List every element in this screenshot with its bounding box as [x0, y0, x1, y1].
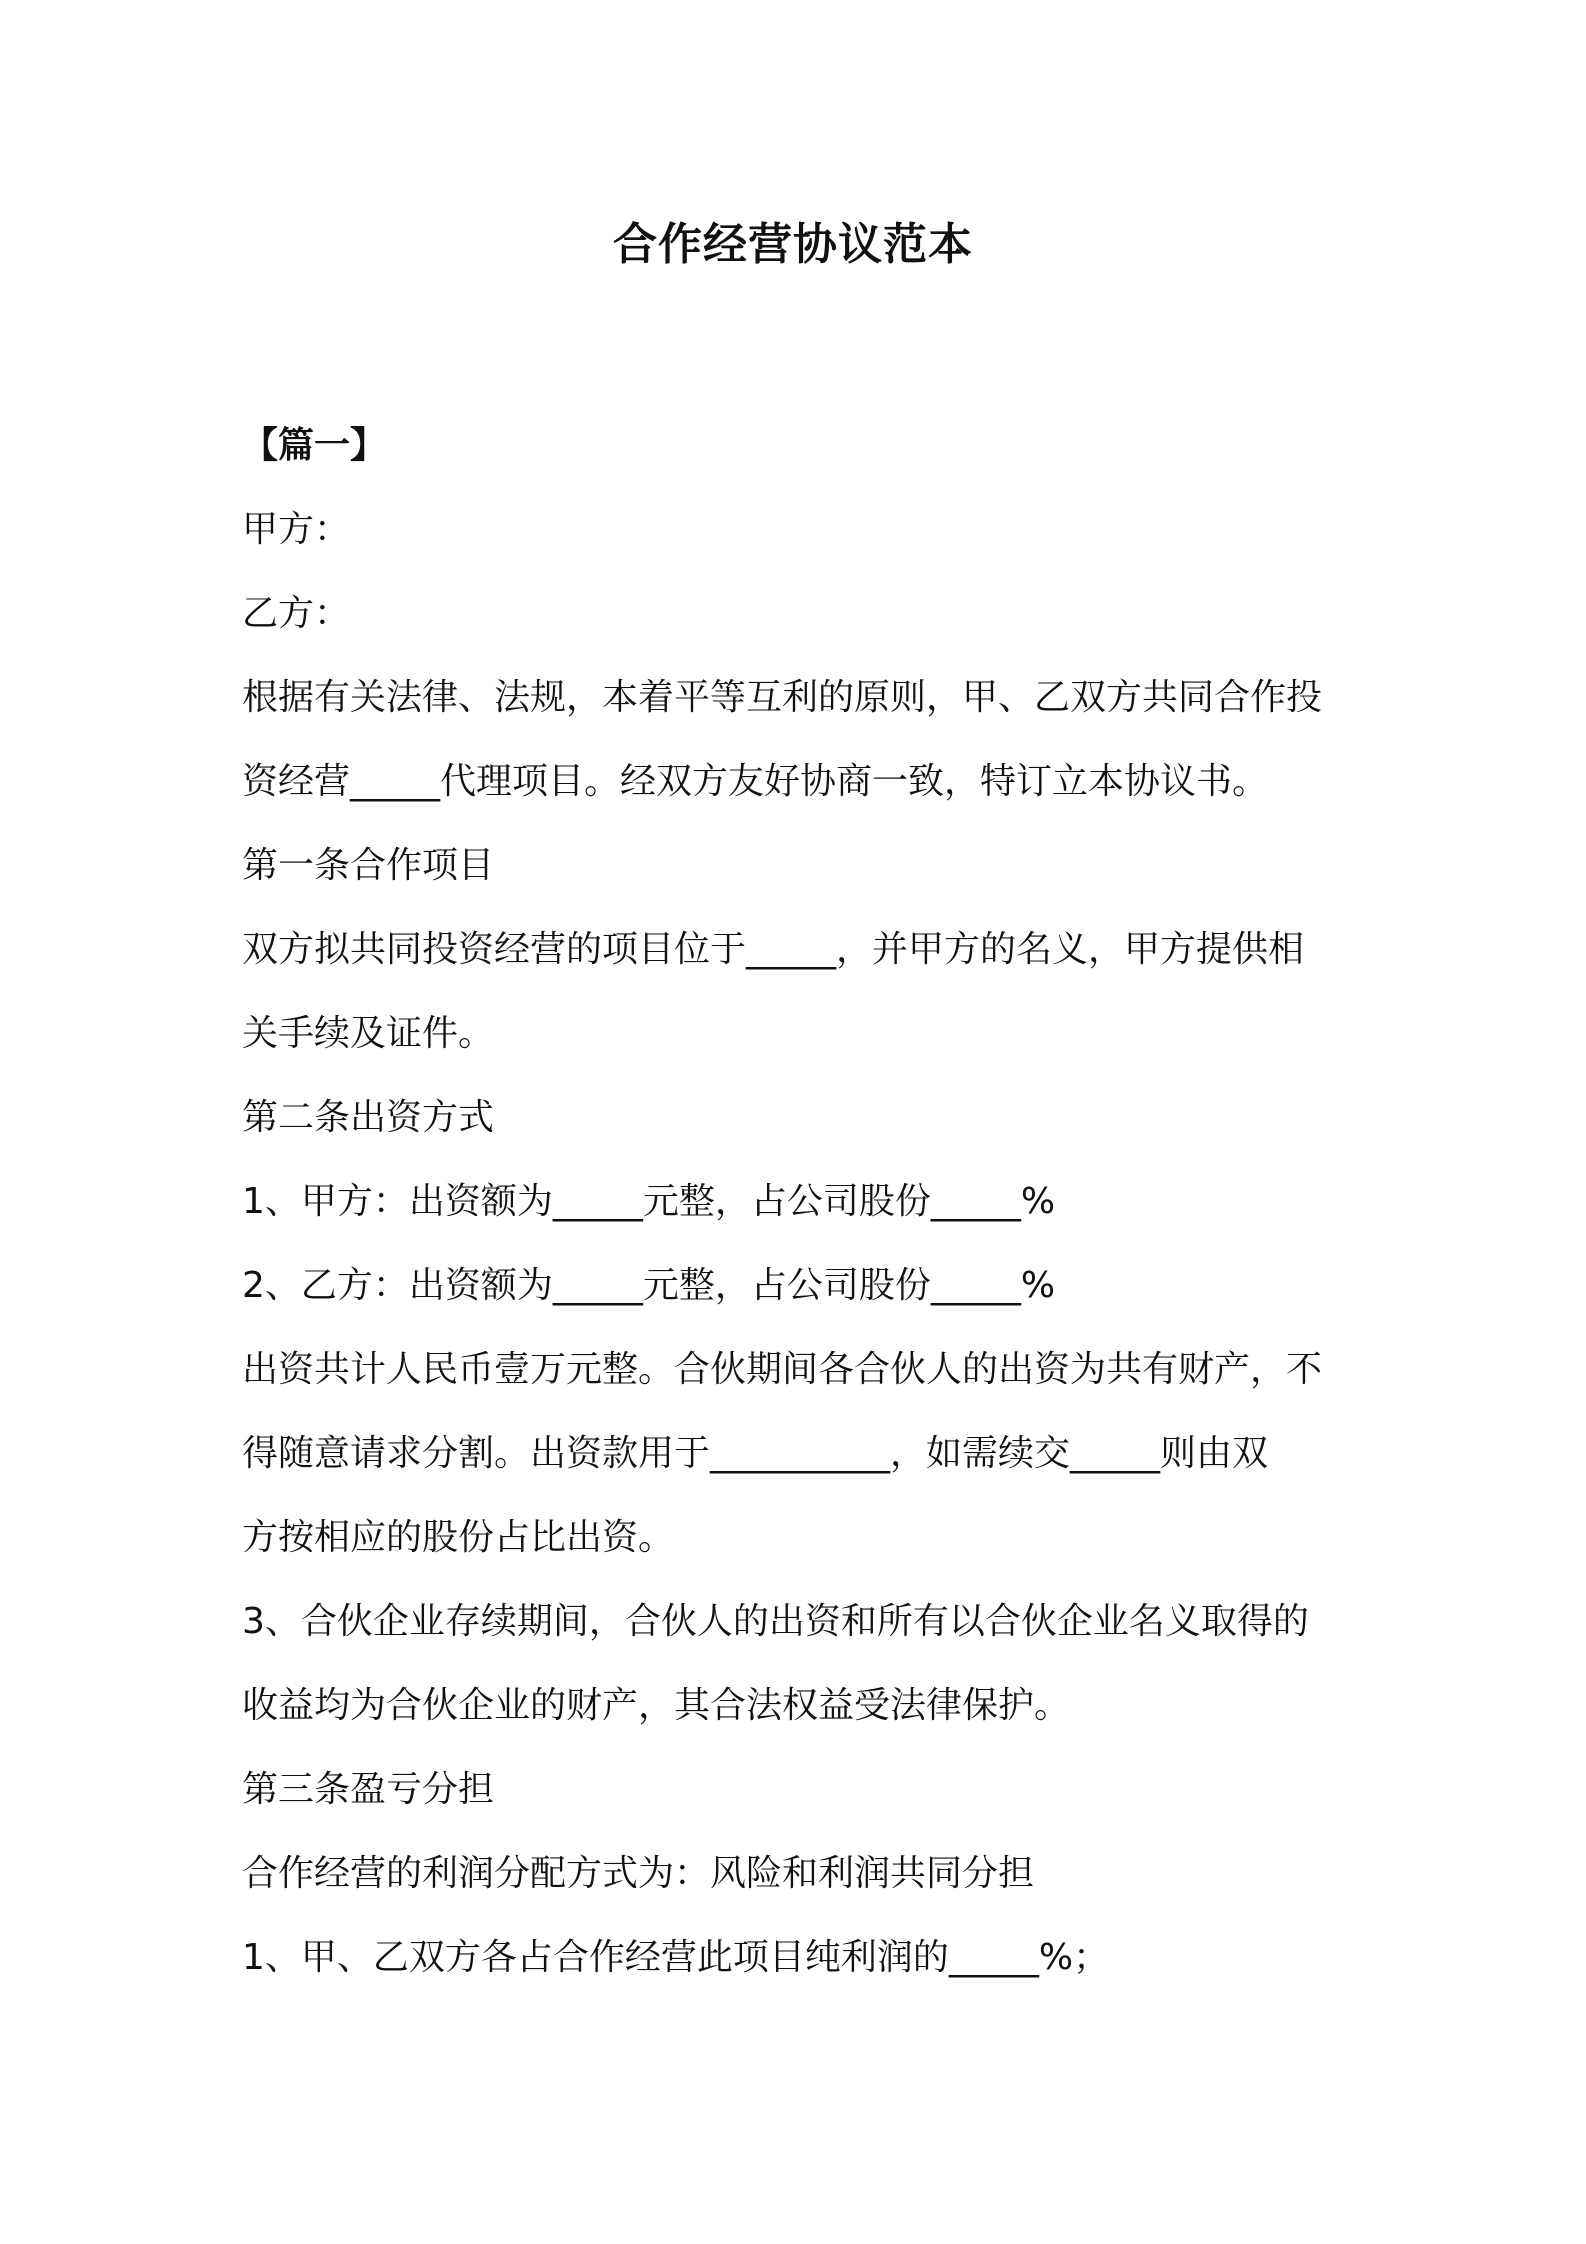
body-line: 方按相应的股份占比出资。 — [242, 1517, 675, 1558]
document-body — [242, 404, 1362, 2000]
body-line: 合作经营的利润分配方式为：风险和利润共同分担 — [242, 1853, 1035, 1894]
body-line: 资经营_____代理项目。经双方友好协商一致，特订立本协议书。 — [242, 761, 1269, 802]
body-line: 得随意请求分割。出资款用于__________，如需续交_____则由双 — [242, 1433, 1269, 1474]
body-line: 3、合伙企业存续期间，合伙人的出资和所有以合伙企业名义取得的 — [242, 1601, 1309, 1642]
body-line: 收益均为合伙企业的财产，其合法权益受法律保护。 — [242, 1685, 1071, 1726]
body-line: 双方拟共同投资经营的项目位于_____，并甲方的名义，甲方提供相 — [242, 929, 1305, 970]
body-line: 出资共计人民币壹万元整。合伙期间各合伙人的出资为共有财产，不 — [242, 1349, 1323, 1390]
article-heading: 第二条出资方式 — [242, 1097, 495, 1138]
investment-line: 1、甲方：出资额为_____元整，占公司股份_____% — [242, 1181, 1056, 1222]
document-title: 合作经营协议范本 — [613, 219, 973, 270]
section-label: 【篇一】 — [242, 425, 387, 466]
article-heading: 第一条合作项目 — [242, 845, 495, 886]
body-line: 根据有关法律、法规，本着平等互利的原则，甲、乙双方共同合作投 — [242, 677, 1323, 718]
party-a-line: 甲方： — [242, 509, 351, 550]
body-line: 关手续及证件。 — [242, 1013, 495, 1054]
party-b-line: 乙方： — [242, 593, 351, 634]
article-heading: 第三条盈亏分担 — [242, 1769, 495, 1810]
profit-share-line: 1、甲、乙双方各占合作经营此项目纯利润的_____%； — [242, 1937, 1110, 1978]
investment-line: 2、乙方：出资额为_____元整，占公司股份_____% — [242, 1265, 1056, 1306]
